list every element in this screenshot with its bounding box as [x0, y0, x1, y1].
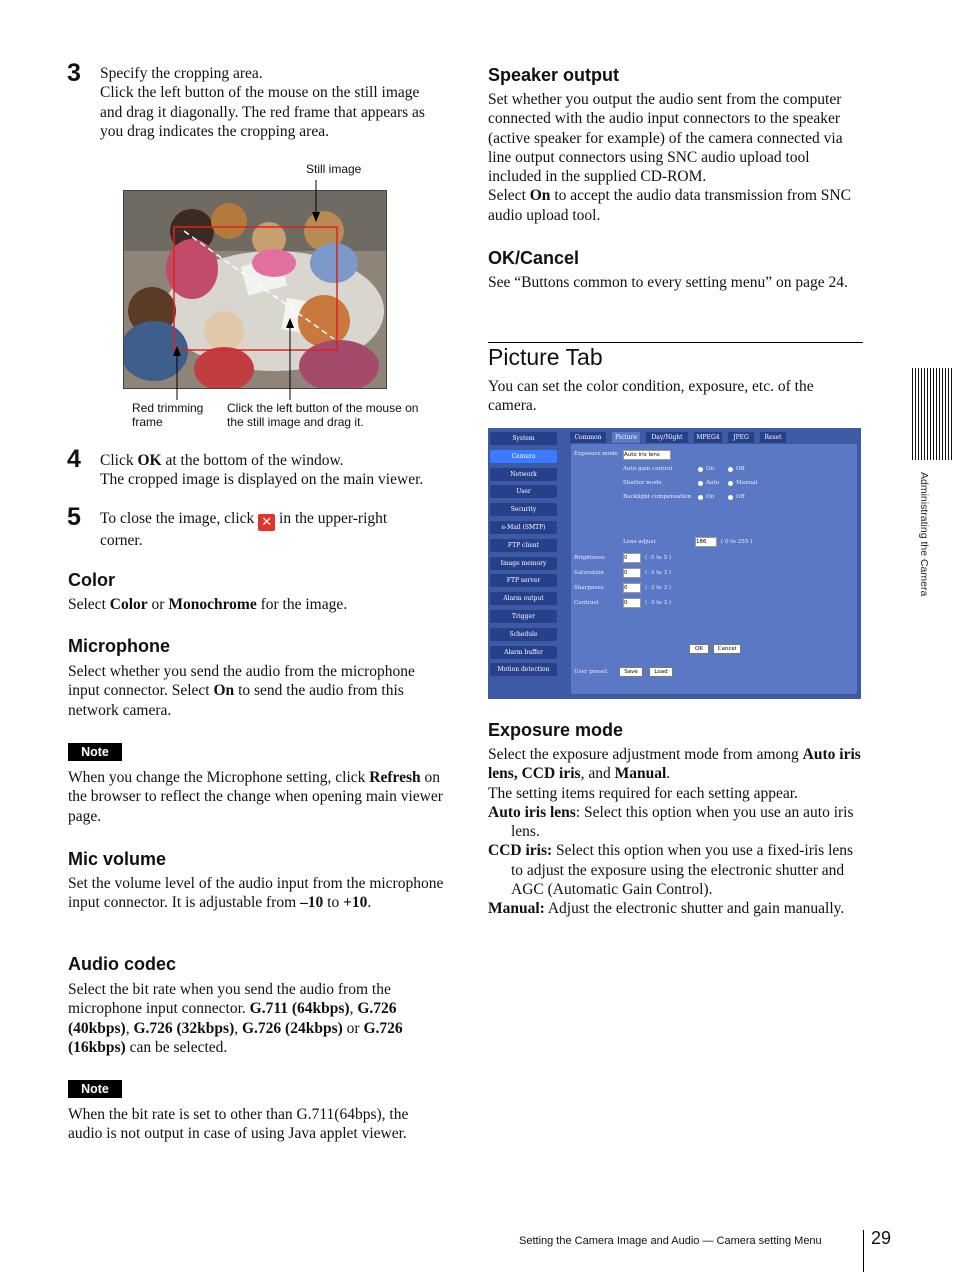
exposure-intro: [488, 745, 864, 784]
ui-sidebar-item-motion-detection[interactable]: Motion detection: [490, 663, 557, 676]
backlight-label: Backlight compensation: [623, 494, 692, 500]
brightness-range: ( -5 to 5 ): [645, 555, 672, 561]
sharpness-select[interactable]: 0: [623, 583, 641, 593]
step-3-line1: Specify the cropping area.: [100, 65, 263, 82]
ui-sidebar-item-camera[interactable]: Camera: [490, 450, 557, 463]
chapter-thumb-tab: [912, 368, 954, 460]
exp-auto-b: Auto iris lens: [488, 803, 576, 821]
footer-text: Setting the Camera Image and Audio — Camera setting Menu: [519, 1235, 822, 1247]
exp-ccd-b: CCD iris:: [488, 842, 553, 860]
step-5-number: 5: [67, 503, 81, 531]
agc-on-label: On: [706, 466, 715, 472]
speaker-text: [488, 90, 864, 225]
saturation-select[interactable]: 0: [623, 568, 641, 578]
step-5-text: [100, 509, 430, 550]
sharpness-range: ( -3 to 3 ): [645, 585, 672, 591]
ui-load-button[interactable]: Load: [649, 667, 673, 677]
exp-man-b: Manual:: [488, 900, 545, 918]
contrast-range: ( -3 to 3 ): [645, 600, 672, 606]
speaker-pre: Select: [488, 187, 530, 205]
shutter-auto-label: Auto: [706, 480, 720, 486]
exp-b2: Manual: [614, 765, 667, 783]
step-5-post: in the upper-right corner.: [100, 510, 388, 549]
ui-sidebar-item-alarm-buffer[interactable]: Alarm buffer: [490, 646, 557, 659]
exposure-text: [488, 745, 864, 919]
exp-auto-t: : Select this option when you use an auto iris lens.: [511, 803, 854, 841]
ui-sidebar-item-e-mail-smtp[interactable]: e-Mail (SMTP): [490, 521, 557, 534]
heading-exposure-mode: Exposure mode: [488, 720, 624, 740]
ui-sidebar-item-schedule[interactable]: Schedule: [490, 628, 557, 641]
mic-pre: Select whether you send the audio from the microphone input connector. Select: [68, 663, 415, 700]
brightness-select[interactable]: 0: [623, 553, 641, 563]
note1-post: on the browser to reflect the change when opening main viewer page.: [68, 769, 443, 825]
color-b2: Monochrome: [168, 596, 257, 613]
agc-off-label: Off: [736, 466, 745, 472]
ui-save-button[interactable]: Save: [619, 667, 643, 677]
lens-adjust-input[interactable]: 186: [695, 537, 717, 547]
note-2-text: When the bit rate is set to other than G.711(64bps), the audio is not output in case of using Java applet viewer.: [68, 1106, 409, 1143]
step-3-line2: Click the left button of the mouse on the still image and drag it diagonally. The red frame that appears as you drag indicates the cropping area.: [100, 84, 425, 140]
codec-s2: ,: [125, 1019, 134, 1037]
ui-sidebar-item-user[interactable]: User: [490, 485, 557, 498]
microphone-text: [68, 662, 446, 720]
exposure-mode-label: Exposure mode: [574, 451, 618, 457]
codec-b1: G.711 (64kbps): [249, 1000, 350, 1018]
shutter-label: Shutter mode: [623, 480, 662, 486]
ui-cancel-button[interactable]: Cancel: [713, 644, 741, 654]
mic-post: to send the audio from this network camera.: [68, 682, 404, 719]
footer-divider: [863, 1230, 864, 1272]
figure-callout-lines: [120, 150, 460, 410]
exp-post: .: [666, 765, 671, 783]
codec-s1: ,: [349, 1000, 358, 1018]
agc-label: Auto gain control: [623, 466, 673, 472]
color-mid: or: [147, 596, 169, 613]
ui-tab-mpeg4[interactable]: MPEG4: [694, 432, 722, 443]
color-post: for the image.: [256, 596, 348, 613]
codec-s3: ,: [234, 1019, 242, 1037]
step-4-post: at the bottom of the window.: [161, 452, 344, 469]
exposure-line2: The setting items required for each setting appear.: [488, 784, 798, 802]
picture-settings-panel: [571, 444, 857, 694]
camera-settings-screenshot: [488, 428, 861, 699]
ui-sidebar-item-alarm-output[interactable]: Alarm output: [490, 592, 557, 605]
step-4-number: 4: [67, 445, 81, 473]
speaker-body: Set whether you output the audio sent from the computer connected with the audio input connectors to the speaker (active speaker for example) of the camera connected via line output connectors using SNC audio upload tool included in the supplied CD-ROM.: [488, 91, 843, 186]
agc-off-radio[interactable]: [728, 467, 733, 472]
heading-ok-cancel: OK/Cancel: [488, 248, 580, 268]
note1-b1: Refresh: [369, 769, 421, 786]
exp-mid: , and: [580, 765, 615, 783]
codec-s4: or: [342, 1019, 364, 1037]
ui-sidebar-item-network[interactable]: Network: [490, 468, 557, 481]
shutter-manual-label: Manual: [736, 480, 758, 486]
shutter-auto-radio[interactable]: [698, 481, 703, 486]
caption-click-drag: Click the left button of the mouse on the still image and drag it.: [227, 401, 419, 429]
backlight-on-radio[interactable]: [698, 495, 703, 500]
codec-b4: G.726 (24kbps): [242, 1019, 343, 1037]
ui-sidebar-item-ftp-client[interactable]: FTP client: [490, 539, 557, 552]
codec-post: can be selected.: [125, 1038, 228, 1056]
agc-on-radio[interactable]: [698, 467, 703, 472]
caption-red-frame: Red trimming frame: [132, 401, 204, 429]
exposure-manual-item: [488, 899, 864, 918]
ok-bold: OK: [137, 452, 162, 469]
ui-sidebar-item-trigger[interactable]: Trigger: [490, 610, 557, 623]
heading-color: Color: [68, 570, 115, 590]
chapter-side-label: Administrating the Camera: [918, 472, 930, 597]
shutter-manual-radio[interactable]: [728, 481, 733, 486]
heading-mic-volume: Mic volume: [68, 849, 167, 869]
exposure-ccd-item: [488, 841, 864, 899]
codec-b5: G.726 (16kbps): [68, 1019, 403, 1056]
lens-range: ( 0 to 255 ): [721, 539, 753, 545]
micvol-b1: –10: [300, 894, 324, 912]
step-3-text: [100, 64, 445, 141]
exp-pre: Select the exposure adjustment mode from among: [488, 746, 803, 763]
ui-sidebar-item-system[interactable]: System: [490, 432, 557, 445]
heading-picture-tab: Picture Tab: [488, 344, 603, 370]
heading-audio-codec: Audio codec: [68, 954, 177, 974]
backlight-off-radio[interactable]: [728, 495, 733, 500]
note-badge-1: Note: [68, 743, 122, 761]
color-pre: Select: [68, 596, 110, 613]
step-3-number: 3: [67, 59, 81, 87]
step-5-pre: To close the image, click: [100, 510, 259, 527]
step-4-text: [100, 451, 450, 490]
micvol-pre: Set the volume level of the audio input from the microphone input connector. It is adjustable from: [68, 875, 444, 912]
exp-man-t: Adjust the electronic shutter and gain manually.: [544, 900, 845, 918]
close-icon: ✕: [258, 514, 275, 531]
mic-b1: On: [213, 682, 235, 700]
saturation-label: Saturation: [574, 570, 605, 576]
contrast-label: Contrast: [574, 600, 599, 606]
ui-ok-button[interactable]: OK: [689, 644, 709, 654]
speaker-b1: On: [529, 187, 551, 205]
step-4-line2: The cropped image is displayed on the main viewer.: [100, 471, 424, 489]
ui-tab-day-night[interactable]: Day/Night: [646, 432, 688, 443]
ui-tab-common[interactable]: Common: [570, 432, 606, 443]
ui-sidebar-item-security[interactable]: Security: [490, 503, 557, 516]
ui-tab-jpeg[interactable]: JPEG: [728, 432, 754, 443]
note-1-text: [68, 768, 446, 826]
brightness-label: Brightness: [574, 555, 605, 561]
ui-sidebar-item-ftp-server[interactable]: FTP server: [490, 574, 557, 587]
lens-adjust-label: Lens adjust: [623, 539, 656, 545]
exposure-auto-item: [488, 803, 864, 842]
step-4-pre: Click: [100, 452, 138, 469]
heading-speaker-output: Speaker output: [488, 65, 620, 85]
contrast-select[interactable]: 0: [623, 598, 641, 608]
color-b1: Color: [109, 596, 148, 613]
speaker-post: to accept the audio data transmission from SNC audio upload tool.: [488, 187, 851, 224]
codec-pre: Select the bit rate when you send the audio from the microphone input connector.: [68, 981, 391, 1018]
note-badge-2: Note: [68, 1080, 122, 1098]
exp-ccd-t: Select this option when you use a fixed-iris lens to adjust the exposure using the electronic shutter and AGC (Automatic Gain Control).: [511, 842, 854, 899]
picture-tab-text: You can set the color condition, exposure, etc. of the camera.: [488, 378, 814, 415]
saturation-range: ( -3 to 3 ): [645, 570, 672, 576]
audio-codec-text: [68, 980, 446, 1057]
micvol-b2: +10: [343, 894, 368, 912]
codec-b2: G.726 (40kbps): [68, 1000, 397, 1037]
mic-volume-text: [68, 874, 446, 913]
sharpness-label: Sharpness: [574, 585, 604, 591]
page-number: 29: [871, 1228, 892, 1248]
backlight-on-label: On: [706, 494, 715, 500]
exposure-mode-select[interactable]: Auto iris lens: [623, 450, 671, 460]
ui-tab-reset[interactable]: Reset: [760, 432, 786, 443]
caption-still-image: Still image: [306, 162, 362, 176]
codec-b3: G.726 (32kbps): [133, 1019, 235, 1037]
ui-sidebar-item-image-memory[interactable]: Image memory: [490, 557, 557, 570]
micvol-post: .: [367, 894, 372, 912]
color-text: [68, 595, 448, 614]
note1-pre: When you change the Microphone setting, click: [68, 769, 370, 786]
micvol-mid: to: [323, 894, 344, 912]
okcancel-text: See “Buttons common to every setting menu” on page 24.: [488, 274, 848, 291]
user-preset-label: User preset: [574, 669, 608, 675]
heading-microphone: Microphone: [68, 636, 170, 656]
ui-tab-picture[interactable]: Picture: [612, 432, 640, 443]
exp-b1: Auto iris lens, CCD iris: [488, 746, 861, 783]
backlight-off-label: Off: [736, 494, 745, 500]
